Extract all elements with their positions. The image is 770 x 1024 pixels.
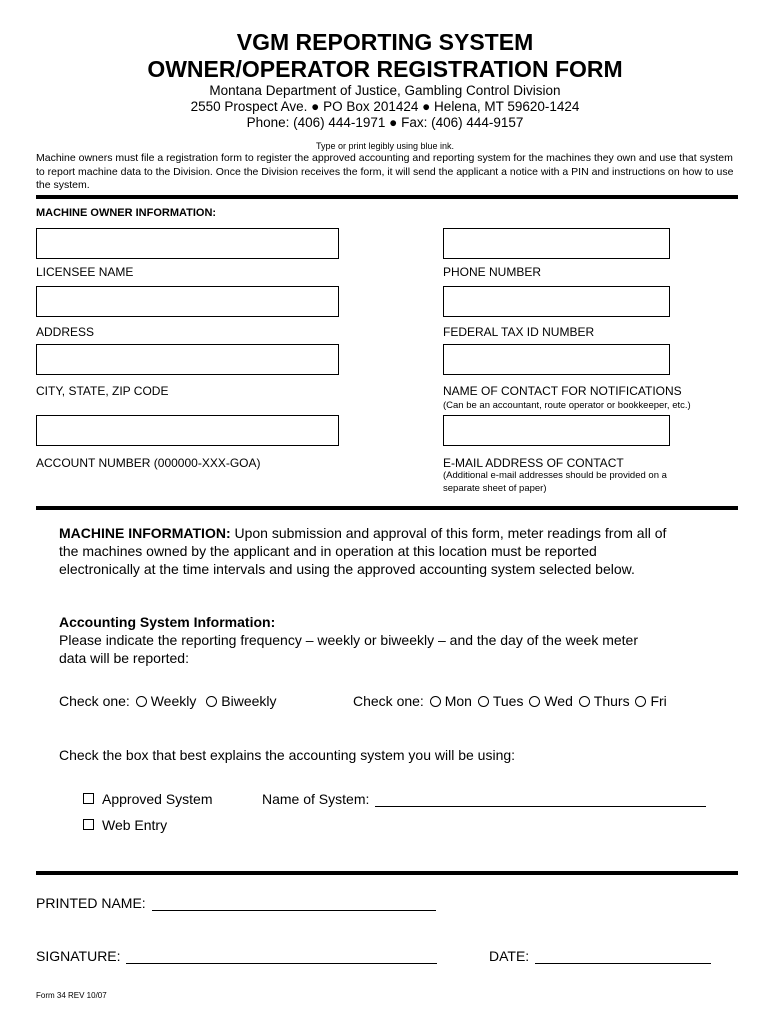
weekly-label: Weekly: [150, 693, 197, 709]
department: Montana Department of Justice, Gambling Control Division: [209, 83, 561, 98]
address-label: ADDRESS: [36, 325, 95, 339]
city-state-zip-label: CITY, STATE, ZIP CODE: [36, 384, 169, 398]
date-row: [489, 947, 711, 965]
printed-name-label: PRINTED NAME:: [36, 895, 146, 911]
form-title-2: OWNER/OPERATOR REGISTRATION FORM: [147, 56, 623, 82]
form-number: Form 34 REV 10/07: [36, 991, 107, 1000]
account-number-field[interactable]: [36, 415, 339, 446]
contact-name-field[interactable]: [443, 344, 670, 375]
printed-name-field[interactable]: [152, 896, 436, 911]
thurs-label: Thurs: [593, 693, 630, 709]
signature-field[interactable]: [126, 949, 437, 964]
name-of-system-label: Name of System:: [262, 791, 370, 807]
mon-label: Mon: [444, 693, 472, 709]
licensee-name-label: LICENSEE NAME: [36, 265, 134, 279]
licensee-name-field[interactable]: [36, 228, 339, 259]
day-group: [353, 692, 667, 710]
machine-info-line-3: electronically at the time intervals and using the approved accounting system selected below.: [59, 561, 635, 577]
biweekly-label: Biweekly: [221, 693, 277, 709]
name-of-system-row: [262, 790, 706, 808]
web-entry-checkbox[interactable]: [83, 819, 94, 830]
phone-number-field[interactable]: [443, 228, 670, 259]
signature-row: [36, 947, 437, 965]
approved-system-label: Approved System: [102, 791, 213, 807]
web-entry-option: [83, 816, 167, 834]
thurs-radio[interactable]: [579, 696, 590, 707]
day-check-one-label: Check one:: [353, 693, 424, 709]
city-state-zip-field[interactable]: [36, 344, 339, 375]
divider: [36, 871, 738, 875]
email-field[interactable]: [443, 415, 670, 446]
ink-note: Type or print legibly using blue ink.: [315, 141, 455, 151]
approved-system-checkbox[interactable]: [83, 793, 94, 804]
date-field[interactable]: [535, 949, 711, 964]
phone-fax: Phone: (406) 444-1971 ● Fax: (406) 444-9157: [246, 115, 524, 130]
approved-system-option: [83, 790, 213, 808]
system-prompt: Check the box that best explains the accounting system you will be using:: [59, 747, 516, 763]
email-note-1: (Additional e-mail addresses should be provided on a: [443, 470, 667, 481]
wed-radio[interactable]: [529, 696, 540, 707]
machine-info-line-2: the machines owned by the applicant and in operation at this location must be reported: [59, 543, 597, 559]
tues-radio[interactable]: [478, 696, 489, 707]
contact-note: (Can be an accountant, route operator or bookkeeper, etc.): [443, 400, 691, 411]
name-of-system-field[interactable]: [375, 792, 706, 807]
divider: [36, 195, 738, 199]
frequency-group: [59, 692, 277, 710]
frequency-check-one-label: Check one:: [59, 693, 130, 709]
web-entry-label: Web Entry: [102, 817, 168, 833]
form-title-1: VGM REPORTING SYSTEM: [236, 29, 534, 55]
address-field[interactable]: [36, 286, 339, 317]
email-label: E-MAIL ADDRESS OF CONTACT: [443, 456, 624, 470]
weekly-radio[interactable]: [136, 696, 147, 707]
contact-name-label: NAME OF CONTACT FOR NOTIFICATIONS: [443, 384, 682, 398]
biweekly-radio[interactable]: [206, 696, 217, 707]
machine-info-line-1: MACHINE INFORMATION: Upon submission and approval of this form, meter readings from all of: [59, 525, 667, 541]
wed-label: Wed: [544, 693, 573, 709]
accounting-text-1: Please indicate the reporting frequency – weekly or biweekly – and the day of the week meter: [59, 632, 638, 648]
accounting-heading: Accounting System Information:: [59, 614, 276, 630]
date-label: DATE:: [489, 948, 530, 964]
phone-number-label: PHONE NUMBER: [443, 265, 542, 279]
fri-label: Fri: [650, 693, 667, 709]
account-number-label: ACCOUNT NUMBER (000000-XXX-GOA): [36, 456, 261, 470]
tax-id-label: FEDERAL TAX ID NUMBER: [443, 325, 595, 339]
signature-label: SIGNATURE:: [36, 948, 121, 964]
printed-name-row: [36, 894, 436, 912]
accounting-text-2: data will be reported:: [59, 650, 189, 666]
email-note-2: separate sheet of paper): [443, 483, 547, 494]
mon-radio[interactable]: [430, 696, 441, 707]
mailing-address: 2550 Prospect Ave. ● PO Box 201424 ● Helena, MT 59620-1424: [190, 99, 580, 114]
machine-info-heading: MACHINE INFORMATION:: [59, 525, 231, 541]
owner-section-heading: MACHINE OWNER INFORMATION:: [36, 207, 217, 219]
fri-radio[interactable]: [635, 696, 646, 707]
tues-label: Tues: [492, 693, 524, 709]
tax-id-field[interactable]: [443, 286, 670, 317]
intro-text: Machine owners must file a registration form to register the approved accounting and reporting system for the machines they own and use that system to report machine data to the Division. Once the Division receives the form, it will send the applicant a notice with a PIN and instructions on how to use the system.: [36, 152, 734, 191]
divider: [36, 506, 738, 510]
